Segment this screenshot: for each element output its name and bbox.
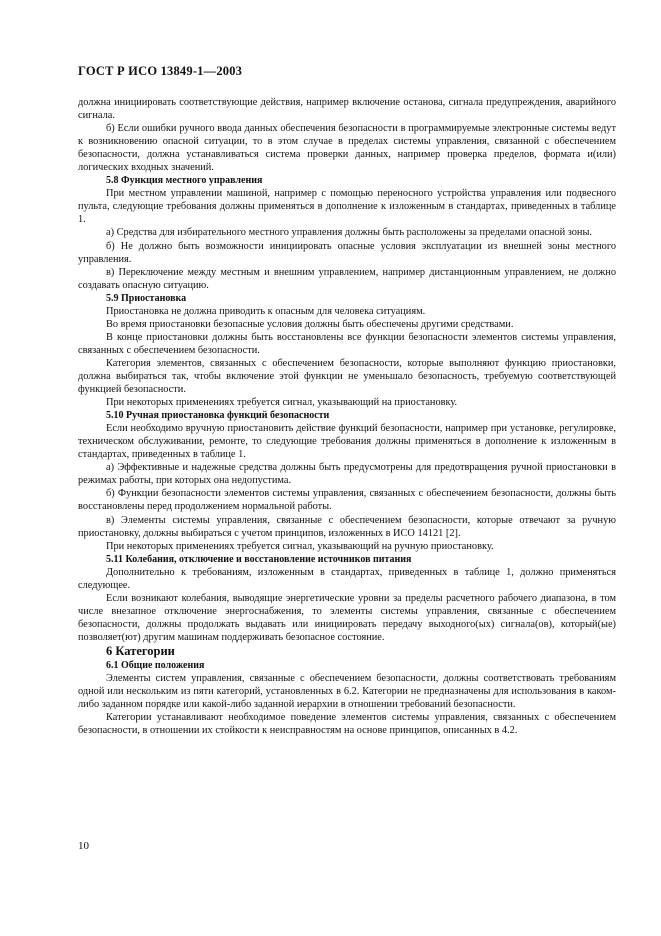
paragraph: Если возникают колебания, выводящие энергетические уровни за пределы расчетного рабочего диапазона, в том числе внезапное отключение энергоснабжения, то элементы системы управления, связанные с обеспечением безопасности, должны продолжать выдавать или инициировать передачу выходного(ых) сигнала(ов), который(ые) позволяет(ют) другим машинам поддерживать безопасное состояние. — [78, 592, 616, 643]
paragraph: Категория элементов, связанных с обеспечением безопасности, которые выполняют функцию приостановки, должна выбираться так, чтобы включение этой функции не уменьшало безопасность, требуемую соответствующей функцией безопасности. — [78, 357, 616, 396]
section-heading-6: 6 Категории — [106, 643, 175, 658]
paragraph: Если необходимо вручную приостановить действие функций безопасности, например при установке, регулировке, техническом обслуживании, ремонте, то следующие требования должны применяться в дополнение к изложенным в стандартах, приведенных в таблице 1. — [78, 423, 616, 461]
section-heading-5-11: 5.11 Колебания, отключение и восстановление источников питания — [106, 553, 412, 565]
section-heading-5-9: 5.9 Приостановка — [106, 292, 187, 304]
paragraph: В конце приостановки должны быть восстановлены все функции безопасности элементов системы управления, связанных с обеспечением безопасности. — [78, 331, 616, 356]
list-item: а) Средства для избирательного местного управления должны быть расположены за пределами опасной зоны. — [106, 227, 592, 239]
paragraph: Во время приостановки безопасные условия должны быть обеспечены другими средствами. — [106, 318, 514, 330]
list-item: а) Эффективные и надежные средства должны быть предусмотрены для предотвращения ручной приостановки в режимах работы, при которых она недопустима. — [78, 462, 616, 487]
paragraph: При некоторых применениях требуется сигнал, указывающий на приостановку. — [106, 397, 458, 409]
document-header: ГОСТ Р ИСО 13849-1—2003 — [78, 64, 243, 78]
section-heading-6-1: 6.1 Общие положения — [106, 659, 205, 671]
paragraph: Приостановка не должна приводить к опасным для человека ситуациям. — [106, 305, 426, 317]
list-item: в) Переключение между местным и внешним управлением, например дистанционным управлением, не должно создавать опасную ситуацию. — [78, 266, 616, 291]
paragraph: При местном управлении машиной, например с помощью переносного устройства управления или подвесного пульта, следующие требования должны применяться в дополнение к изложенным в стандартах, приведенных в таблице 1. — [78, 188, 616, 226]
paragraph: б) Если ошибки ручного ввода данных обеспечения безопасности в программируемые электронные системы ведут к возникновению опасной ситуации, то в этом случае в пределах системы управления, связанной с обеспечением безопасности, должна устанавливаться система проверки данных, например проверка пределов, формата и(или) логических входных значений. — [78, 123, 616, 174]
paragraph: Элементы систем управления, связанные с обеспечением безопасности, должны соответствовать требованиям одной или нескольким из пяти категорий, установленных в 6.2. Категории не предназначены для использования в каком-либо заданном порядке или какой-либо заданной иерархии в отношении требований безопасности. — [78, 673, 616, 711]
document-body — [78, 96, 616, 737]
section-heading-5-8: 5.8 Функция местного управления — [106, 175, 263, 187]
paragraph: Дополнительно к требованиям, изложенным в стандартах, приведенных в таблице 1, должно применяться следующее. — [78, 566, 616, 591]
list-item: в) Элементы системы управления, связанные с обеспечением безопасности, которые отвечают за ручную приостановку, должны выбираться с учетом принципов, изложенных в ИСО 14121 [2]. — [78, 514, 616, 539]
list-item: б) Не должно быть возможности инициировать опасные условия эксплуатации из внешней зоны местного управления. — [78, 240, 616, 265]
paragraph: должна инициировать соответствующие действия, например включение останова, сигнала предупреждения, аварийного сигнала. — [78, 97, 616, 122]
paragraph: При некоторых применениях требуется сигнал, указывающий на ручную приостановку. — [106, 540, 494, 552]
page-number: 10 — [78, 840, 89, 852]
paragraph: Категории устанавливают необходимое поведение элементов системы управления, связанных с обеспечением безопасности, в отношении их стойкости к неисправностям на основе принципов, описанных в 4.2. — [78, 712, 616, 737]
section-heading-5-10: 5.10 Ручная приостановка функций безопасности — [106, 410, 330, 422]
list-item: б) Функции безопасности элементов системы управления, связанных с обеспечением безопасности, должны быть восстановлены перед продолжением нормальной работы. — [78, 488, 616, 513]
